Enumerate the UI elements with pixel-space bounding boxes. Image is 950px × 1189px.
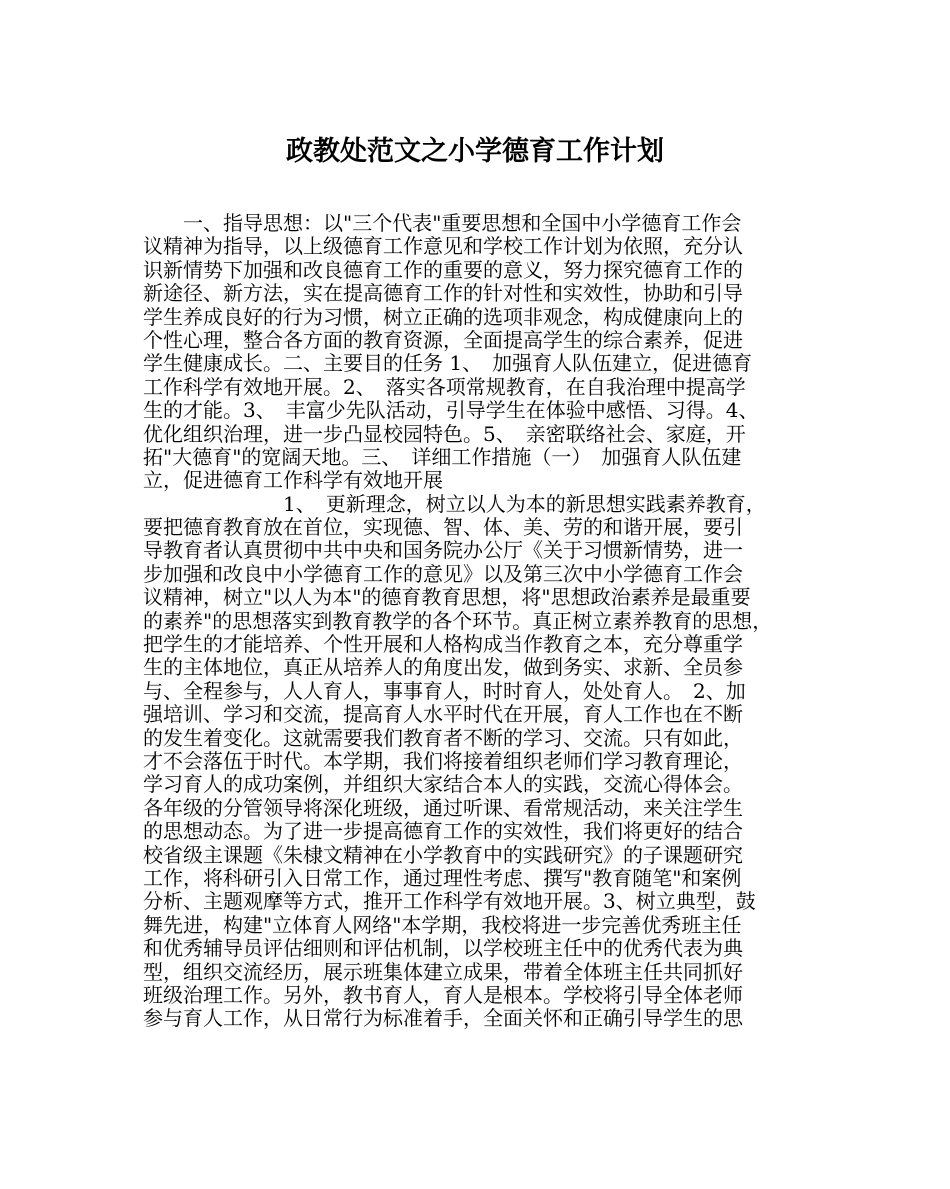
body-line: 校省级主课题《朱棣文精神在小学教育中的实践研究》的子课题研究 — [143, 842, 743, 867]
body-line: 新途径、新方法，实在提高德育工作的针对性和实效性，协助和引导 — [143, 281, 743, 306]
body-line: 舞先进，构建"立体育人网络"本学期，我校将进一步完善优秀班主任 — [143, 912, 742, 937]
body-line: 分析、主题观摩等方式，推开工作科学有效地开展。3、树立典型，鼓 — [143, 889, 756, 914]
body-line: 优化组织治理，进一步凸显校园特色。5、 亲密联络社会、家庭，开 — [143, 421, 746, 446]
body-line: 的发生着变化。这就需要我们教育者不断的学习、交流。只有如此， — [143, 725, 743, 750]
body-line: 要把德育教育放在首位，实现德、智、体、美、劳的和谐开展，要引 — [143, 515, 743, 540]
document-body — [143, 212, 827, 1031]
body-line: 班级治理工作。另外，教书育人，育人是根本。学校将引导全体老师 — [143, 982, 743, 1007]
body-line: 个性心理，整合各方面的教育资源，全面提高学生的综合素养，促进 — [143, 327, 743, 352]
body-line: 的素养"的思想落实到教育教学的各个环节。真正树立素养教育的思想， — [143, 608, 773, 633]
body-line: 一、指导思想：以"三个代表"重要思想和全国中小学德育工作会 — [143, 211, 742, 235]
body-line: 工作科学有效地开展。2、 落实各项常规教育，在自我治理中提高学 — [143, 374, 746, 399]
body-line: 生的主体地位，真正从培养人的角度出发，做到务实、求新、全员参 — [143, 655, 743, 680]
body-line: 导教育者认真贯彻中共中央和国务院办公厅《关于习惯新情势，进一 — [143, 538, 743, 563]
body-line: 参与育人工作，从日常行为标准着手，全面关怀和正确引导学生的思 — [143, 1006, 743, 1031]
body-line: 学生健康成长。二、主要目的任务 1、 加强育人队伍建立，促进德育 — [143, 351, 753, 376]
document-title: 政教处范文之小学德育工作计划 — [286, 136, 664, 167]
body-line: 把学生的才能培养、个性开展和人格构成当作教育之本，充分尊重学 — [143, 632, 743, 657]
body-line: 生的才能。3、 丰富少先队活动，引导学生在体验中感悟、习得。4、 — [143, 398, 759, 423]
body-line: 拓"大德育"的宽阔天地。三、 详细工作措施（一） 加强育人队伍建 — [143, 444, 742, 469]
body-line: 各年级的分管领导将深化班级，通过听课、看常规活动，来关注学生 — [143, 795, 743, 820]
body-line: 和优秀辅导员评估细则和评估机制，以学校班主任中的优秀代表为典 — [143, 936, 743, 961]
body-line: 工作，将科研引入日常工作，通过理性考虑、撰写"教育随笔"和案例 — [143, 865, 742, 890]
body-line: 立，促进德育工作科学有效地开展 — [143, 468, 443, 493]
body-line: 才不会落伍于时代。本学期，我们将接着组织老师们学习教育理论， — [143, 748, 743, 773]
body-line: 的思想动态。为了进一步提高德育工作的实效性，我们将更好的结合 — [143, 819, 743, 844]
body-line: 步加强和改良中小学德育工作的意见》以及第三次中小学德育工作会 — [143, 561, 743, 586]
body-line: 与、全程参与，人人育人，事事育人，时时育人，处处育人。 2、加 — [143, 678, 746, 703]
body-line: 强培训、学习和交流，提高育人水平时代在开展，育人工作也在不断 — [143, 702, 743, 727]
body-line: 议精神，树立"以人为本"的德育教育思想，将"思想政治素养是最重要 — [143, 585, 751, 610]
body-line: 1、 更新理念，树立以人为本的新思想实践素养教育， — [143, 491, 766, 516]
body-line: 学生养成良好的行为习惯，树立正确的选项非观念，构成健康向上的 — [143, 304, 743, 329]
body-line: 学习育人的成功案例，并组织大家结合本人的实践，交流心得体会。 — [143, 772, 743, 797]
body-line: 议精神为指导，以上级德育工作意见和学校工作计划为依照，充分认 — [143, 234, 743, 259]
body-line: 型，组织交流经历，展示班集体建立成果，带着全体班主任共同抓好 — [143, 959, 743, 984]
body-line: 识新情势下加强和改良德育工作的重要的意义，努力探究德育工作的 — [143, 257, 743, 282]
